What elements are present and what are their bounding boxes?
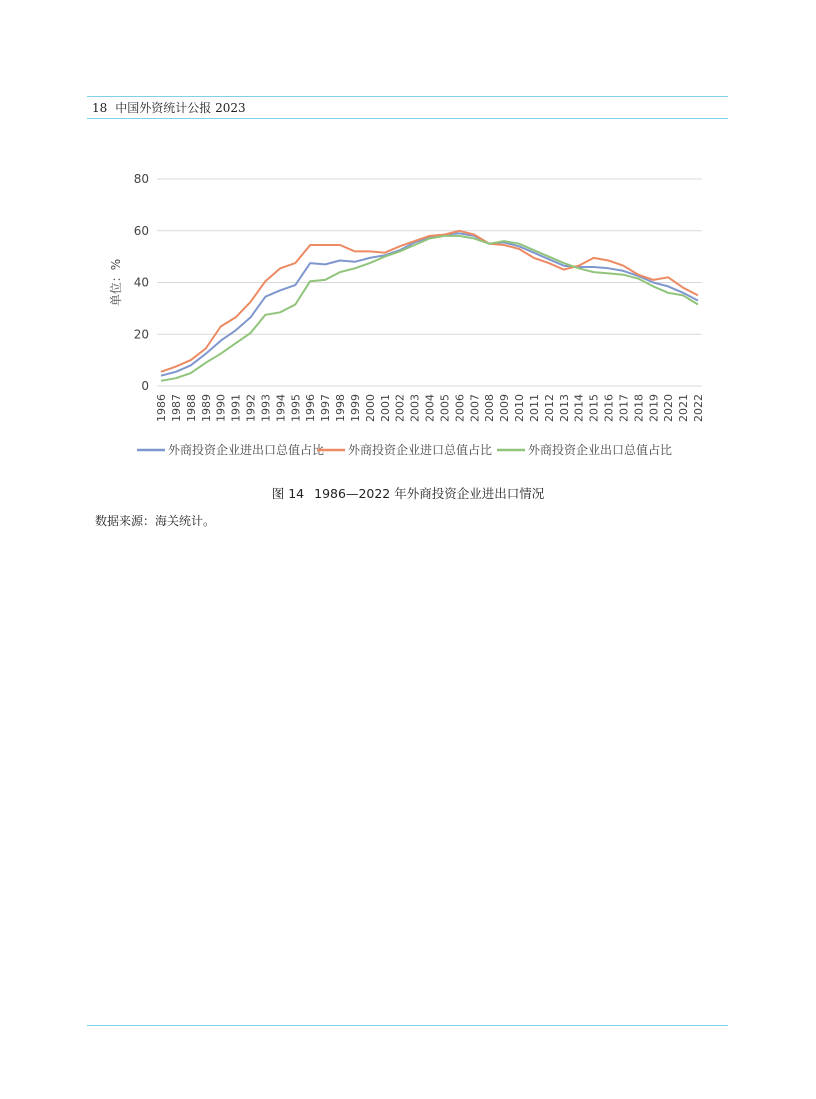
x-tick-label: 2008 <box>483 394 497 422</box>
x-tick-label: 2021 <box>677 394 691 422</box>
series-line-1 <box>161 233 698 375</box>
x-tick-label: 1990 <box>214 394 228 422</box>
publication-title: 中国外资统计公报 2023 <box>115 101 246 115</box>
y-tick-label: 80 <box>133 172 149 186</box>
x-tick-label: 1991 <box>229 394 243 422</box>
data-source-note: 数据来源：海关统计。 <box>95 514 216 528</box>
x-tick-label: 2004 <box>423 394 437 422</box>
x-tick-label: 2005 <box>438 394 452 422</box>
y-tick-label: 20 <box>133 327 149 342</box>
legend-label-3: 外商投资企业出口总值占比 <box>528 443 673 457</box>
legend-label-1: 外商投资企业进出口总值占比 <box>168 443 325 457</box>
x-tick-label: 1994 <box>274 394 288 422</box>
y-axis-label: 单位：% <box>109 258 123 307</box>
footer-rule <box>87 1025 728 1026</box>
x-tick-label: 2013 <box>557 394 571 422</box>
x-tick-label: 2018 <box>632 394 646 422</box>
figure-number: 图 14 <box>271 486 305 501</box>
page-header <box>92 99 254 116</box>
x-axis-tick-labels <box>155 394 705 422</box>
x-tick-label: 2002 <box>393 394 407 422</box>
x-tick-label: 1989 <box>199 394 213 422</box>
x-tick-label: 2011 <box>527 394 541 422</box>
y-tick-label: 60 <box>133 223 149 238</box>
x-tick-label: 2020 <box>662 394 676 422</box>
header-bottom-rule <box>87 118 728 119</box>
figure-title: 1986—2022 年外商投资企业进出口情况 <box>314 486 545 501</box>
x-tick-label: 1987 <box>169 394 183 422</box>
x-tick-label: 1992 <box>244 394 258 422</box>
y-axis-tick-labels <box>134 172 149 393</box>
x-tick-label: 2015 <box>587 394 601 423</box>
x-tick-label: 1995 <box>289 394 303 422</box>
series-lines <box>161 231 698 381</box>
page-number: 18 <box>92 101 108 115</box>
header-top-rule <box>87 96 728 97</box>
x-tick-label: 1988 <box>184 394 198 422</box>
x-tick-label: 2006 <box>453 394 467 422</box>
x-tick-label: 2007 <box>468 394 482 422</box>
x-tick-label: 2000 <box>363 394 377 422</box>
x-tick-label: 2017 <box>617 394 631 422</box>
series-line-2 <box>161 231 698 372</box>
x-tick-label: 1986 <box>155 394 168 422</box>
x-tick-label: 2009 <box>498 394 512 422</box>
x-tick-label: 1998 <box>334 394 347 422</box>
x-tick-label: 1999 <box>348 394 362 422</box>
x-tick-label: 2010 <box>513 394 526 422</box>
x-tick-label: 2014 <box>572 394 586 422</box>
y-tick-label: 0 <box>141 379 149 393</box>
x-tick-label: 2001 <box>378 394 392 422</box>
x-tick-label: 1996 <box>304 394 318 422</box>
series-line-3 <box>161 236 698 381</box>
x-tick-label: 2003 <box>408 394 422 422</box>
x-tick-label: 1993 <box>259 394 273 422</box>
figure-caption <box>0 484 816 502</box>
x-tick-label: 2016 <box>602 394 616 422</box>
y-tick-label: 40 <box>133 275 149 290</box>
x-tick-label: 2012 <box>542 394 556 422</box>
gridlines <box>157 179 702 386</box>
x-tick-label: 2022 <box>692 394 705 422</box>
legend-label-2: 外商投资企业进口总值占比 <box>348 443 493 457</box>
x-tick-label: 2019 <box>647 394 661 422</box>
x-tick-label: 1997 <box>319 394 333 422</box>
line-chart <box>100 160 720 470</box>
legend <box>137 442 672 457</box>
